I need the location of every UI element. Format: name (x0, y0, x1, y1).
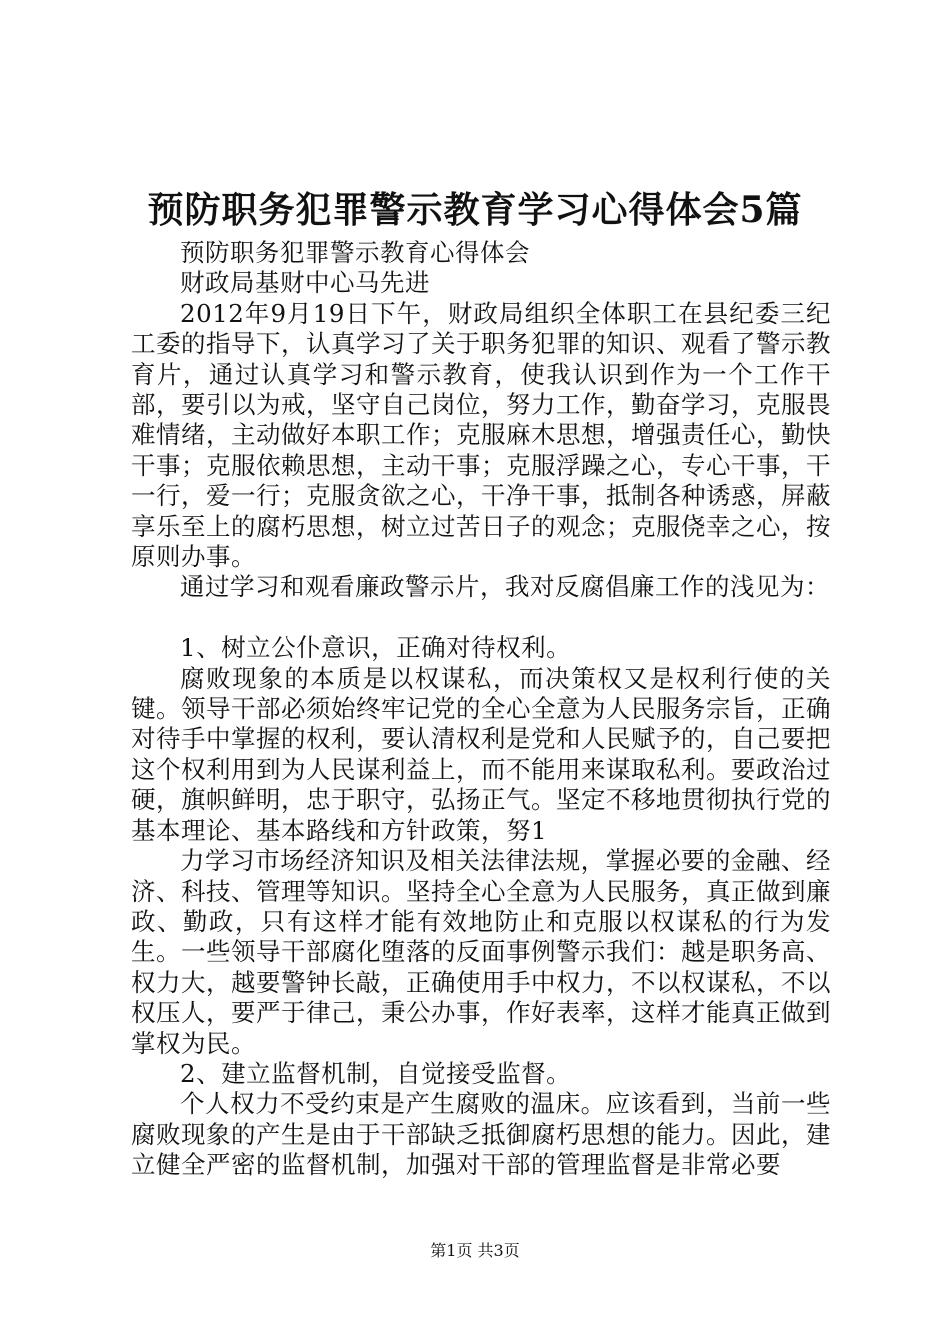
paragraph: 力学习市场经济知识及相关法律法规，掌握必要的金融、经济、科技、管理等知识。坚持全心全意为人民服务，真正做到廉政、勤政，只有这样才能有效地防止和克服以权谋私的行为发生。一些领导干部腐化堕落的反面事例警示我们：越是职务高、权力大，越要警钟长敲，正确使用手中权力，不以权谋私，不以权压人，要严于律己，秉公办事，作好表率，这样才能真正做到掌权为民。 (131, 846, 831, 1058)
paragraph-subtitle: 预防职务犯罪警示教育心得体会 (180, 238, 530, 267)
paragraph: 个人权力不受约束是产生腐败的温床。应该看到，当前一些腐败现象的产生是由于干部缺乏抵御腐朽思想的能力。因此，建立健全严密的监督机制，加强对干部的管理监督是非常必要 (131, 1089, 831, 1180)
paragraph-author: 财政局基财中心马先进 (180, 268, 430, 298)
page-number-footer: 第1页 共3页 (430, 1241, 520, 1260)
document-body (131, 238, 831, 1181)
paragraph: 通过学习和观看廉政警示片，我对反腐倡廉工作的浅见为： (180, 572, 830, 602)
document-title: 预防职务犯罪警示教育学习心得体会5篇 (147, 189, 803, 231)
section-heading: 1、树立公仆意识，正确对待权利。 (180, 633, 572, 663)
blank-line (131, 603, 831, 633)
paragraph: 2012年9月19日下午，财政局组织全体职工在县纪委三纪工委的指导下，认真学习了关于职务犯罪的知识、观看了警示教育片，通过认真学习和警示教育，使我认识到作为一个工作干部，要引以为戒，坚守自己岗位，努力工作，勤奋学习，克服畏难情绪，主动做好本职工作；克服麻木思想，增强责任心，勤快干事；克服依赖思想，主动干事；克服浮躁之心，专心干事，干一行，爱一行；克服贪欲之心，干净干事，抵制各种诱惑，屏蔽享乐至上的腐朽思想，树立过苦日子的观念；克服侥幸之心，按原则办事。 (131, 298, 831, 572)
section-heading: 2、建立监督机制，自觉接受监督。 (180, 1058, 572, 1088)
paragraph: 腐败现象的本质是以权谋私，而决策权又是权利行使的关键。领导干部必须始终牢记党的全心全意为人民服务宗旨，正确对待手中掌握的权利，要认清权利是党和人民赋予的，自己要把这个权利用到为人民谋利益上，而不能用来谋取私利。要政治过硬，旗帜鲜明，忠于职守，弘扬正气。坚定不移地贯彻执行党的基本理论、基本路线和方针政策，努1 (131, 663, 831, 845)
